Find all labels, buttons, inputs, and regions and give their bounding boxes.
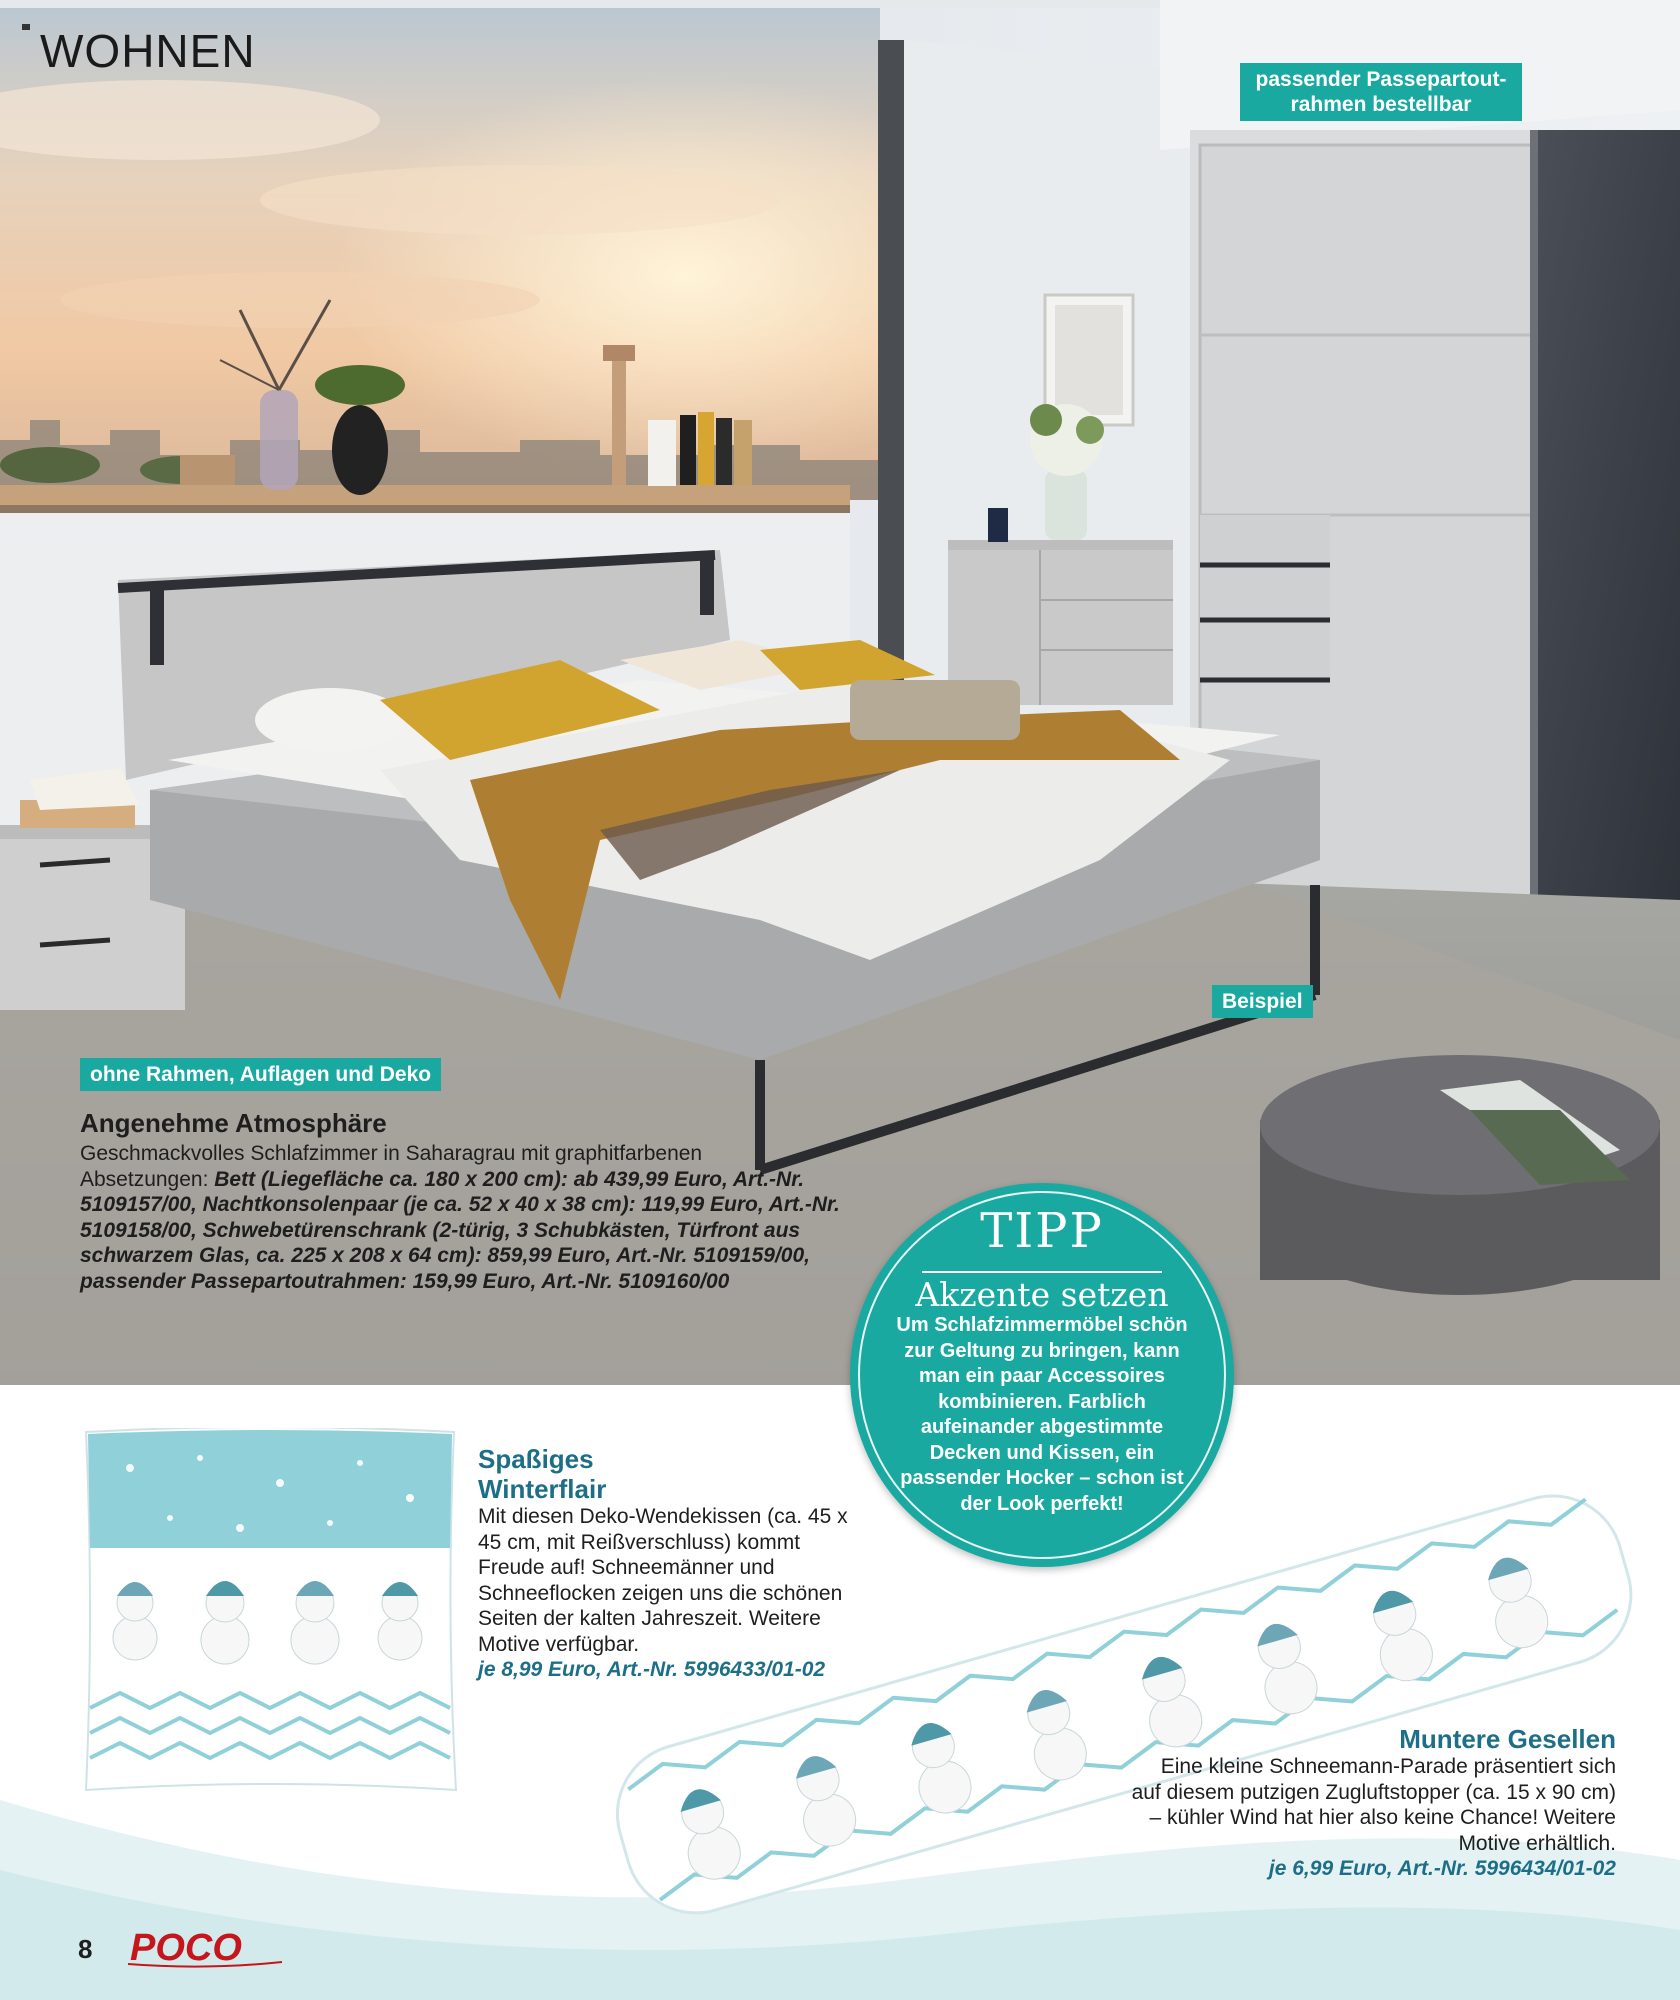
tip-title: TIPP: [980, 1203, 1104, 1259]
tip-text: Um Schlafzimmermöbel schön zur Geltung zu bringen, kann man ein paar Accessoires kombinieren. Farblich aufeinander abgestimmte Decken und Kissen, ein passender Hocker – schon ist der Look perfekt!: [896, 1314, 1188, 1515]
section-marker: [22, 24, 30, 30]
brand-name: POCO: [130, 1928, 242, 1968]
tip-subtitle: Akzente setzen: [915, 1275, 1169, 1314]
draft-stopper-title: Muntere Gesellen: [1399, 1724, 1616, 1754]
cushion-description: Mit diesen Deko-Wendekissen (ca. 45 x 45 cm, mit Reißverschluss) kommt Freude auf! Schneemänner und Schneeflocken zeigen uns die schönen Seiten der kalten Jahreszeit. Weitere Motive verfügbar.: [478, 1505, 848, 1656]
cushion-price: je 8,99 Euro, Art.-Nr. 5996433/01-02: [478, 1658, 826, 1681]
poco-logo: [126, 1928, 284, 1968]
bedroom-copy: [80, 1141, 840, 1295]
bedroom-intro: Geschmackvolles Schlafzimmer in Saharagrau mit graphitfarbenen: [80, 1142, 703, 1165]
page-number: 8: [78, 1934, 93, 1964]
section-title: WOHNEN: [40, 25, 256, 77]
bedroom-description: [80, 1108, 840, 1295]
example-label: Beispiel: [1212, 985, 1313, 1018]
snowman-cushion-image: [80, 1428, 460, 1794]
bedroom-prices: Bett (Liegefläche ca. 180 x 200 cm): ab 439,99 Euro, Art.-Nr. 5109157/00, Nachtkonsolenpaar (je ca. 52 x 40 x 38 cm): 119,99 Euro, Art.-Nr. 5109158/00, Schwebetürenschrank (2-türig, 3 Schubkästen, Türfront aus schwarzem Glas, ca. 225 x 208 x 64 cm): 859,99 Euro, Art.-Nr. 5109159/00, passender Passepartoutrahmen: 159,99 Euro, Art.-Nr. 5109160/00: [80, 1167, 840, 1293]
tip-divider: [922, 1271, 1162, 1273]
bedroom-absetzungen: Absetzungen:: [80, 1167, 215, 1191]
passepartout-label: passender Passepartout- rahmen bestellbar: [1240, 63, 1522, 121]
bedroom-heading: Angenehme Atmosphäre: [80, 1108, 387, 1138]
draft-stopper-price: je 6,99 Euro, Art.-Nr. 5996434/01-02: [1268, 1857, 1616, 1880]
draft-stopper-product: [1130, 1724, 1616, 1881]
exclusion-label: ohne Rahmen, Auflagen und Deko: [80, 1058, 441, 1091]
cushion-title: Spaßiges Winterflair: [478, 1444, 607, 1504]
draft-stopper-description: Eine kleine Schneemann-Parade präsentiert sich auf diesem putzigen Zugluftstopper (ca. 15 x 90 cm) – kühler Wind hat hier also keine Chance! Weitere Motive erhältlich.: [1131, 1755, 1616, 1855]
